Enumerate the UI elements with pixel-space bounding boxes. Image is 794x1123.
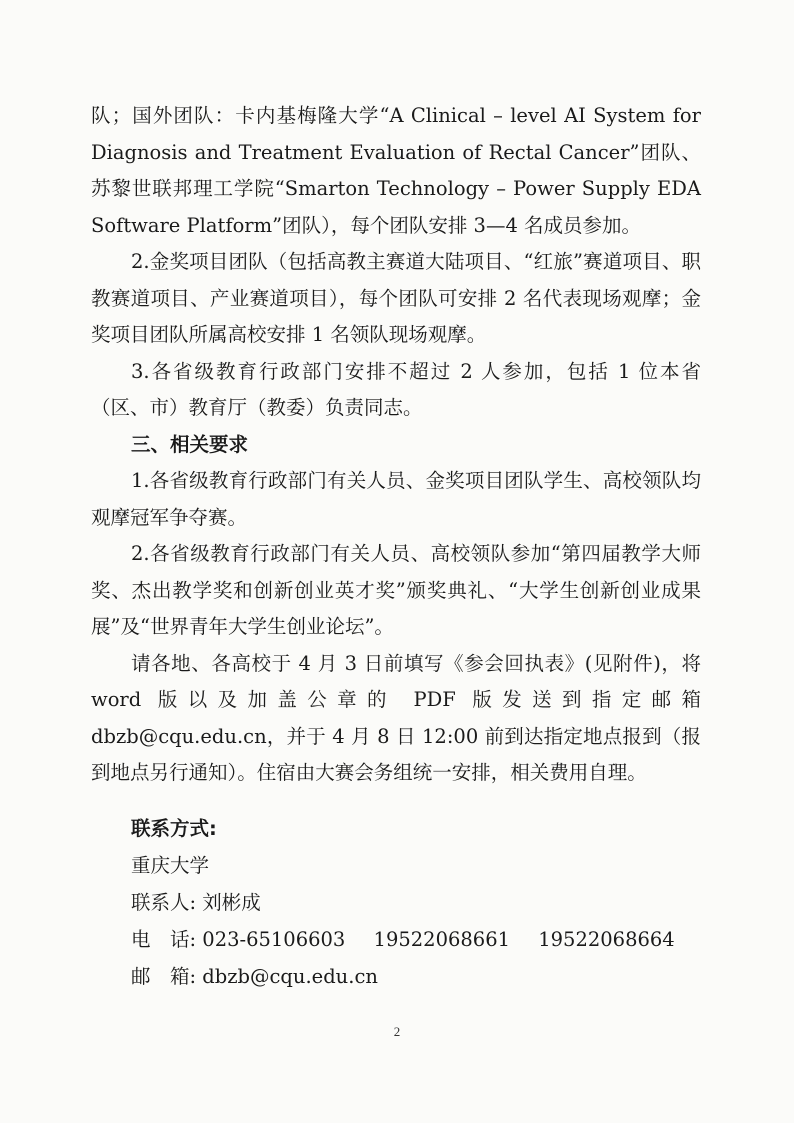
contact-email-label: 邮 箱: [131,965,197,988]
contact-block [131,810,697,995]
paragraph-requirement-2: 2.各省级教育行政部门有关人员、高校领队参加“第四届教学大师奖、杰出教学奖和创新创业英才奖”颁奖典礼、“大学生创新创业成果展”及“世界青年大学生创业论坛”。 [91,542,701,638]
contact-person-name: 刘彬成 [202,891,261,914]
paragraph-gold-teams: 2.金奖项目团队（包括高教主赛道大陆项目、“红旅”赛道项目、职教赛道项目、产业赛道项目），每个团队可安排 2 名代表现场观摩；金奖项目团队所属高校安排 1 名领队现场观摩。 [91,250,701,346]
contact-email-row [131,958,697,995]
section-heading-requirements: 三、相关要求 [131,432,249,456]
contact-person-label: 联系人: [131,891,197,914]
paragraph-foreign-teams: 队；国外团队：卡内基梅隆大学“A Clinical – level AI System for Diagnosis and Treatment Evaluation of Rectal Cancer”团队、苏黎世联邦理工学院“Smarton Technology – Power Supply EDA Software Platform”团队），每个团队安排 3—4 名成员参加。 [91,104,701,237]
contact-phone-3: 19522068664 [538,928,675,951]
contact-phone-row [131,921,697,958]
contact-org: 重庆大学 [131,854,210,877]
document-body [91,98,701,792]
page-number: 2 [393,1024,401,1039]
paragraph-requirement-1: 1.各省级教育行政部门有关人员、金奖项目团队学生、高校领队均观摩冠军争夺赛。 [91,469,701,529]
contact-person-row [131,884,697,921]
contact-email: dbzb@cqu.edu.cn [202,965,378,988]
contact-phone-label: 电 话: [131,928,197,951]
paragraph-provincial-departments: 3.各省级教育行政部门安排不超过 2 人参加，包括 1 位本省（区、市）教育厅（教委）负责同志。 [91,359,701,419]
contact-phone-1: 023-65106603 [202,928,346,951]
contact-phone-2: 19522068661 [373,928,511,951]
paragraph-registration: 请各地、各高校于 4 月 3 日前填写《参会回执表》(见附件)，将 word 版以及加盖公章的 PDF 版发送到指定邮箱 dbzb@cqu.edu.cn，并于 4 月 8 日 12:00 前到达指定地点报到（报到地点另行通知）。住宿由大赛会务组统一安排，相关费用自理。 [91,651,701,784]
contact-title: 联系方式: [131,817,217,840]
